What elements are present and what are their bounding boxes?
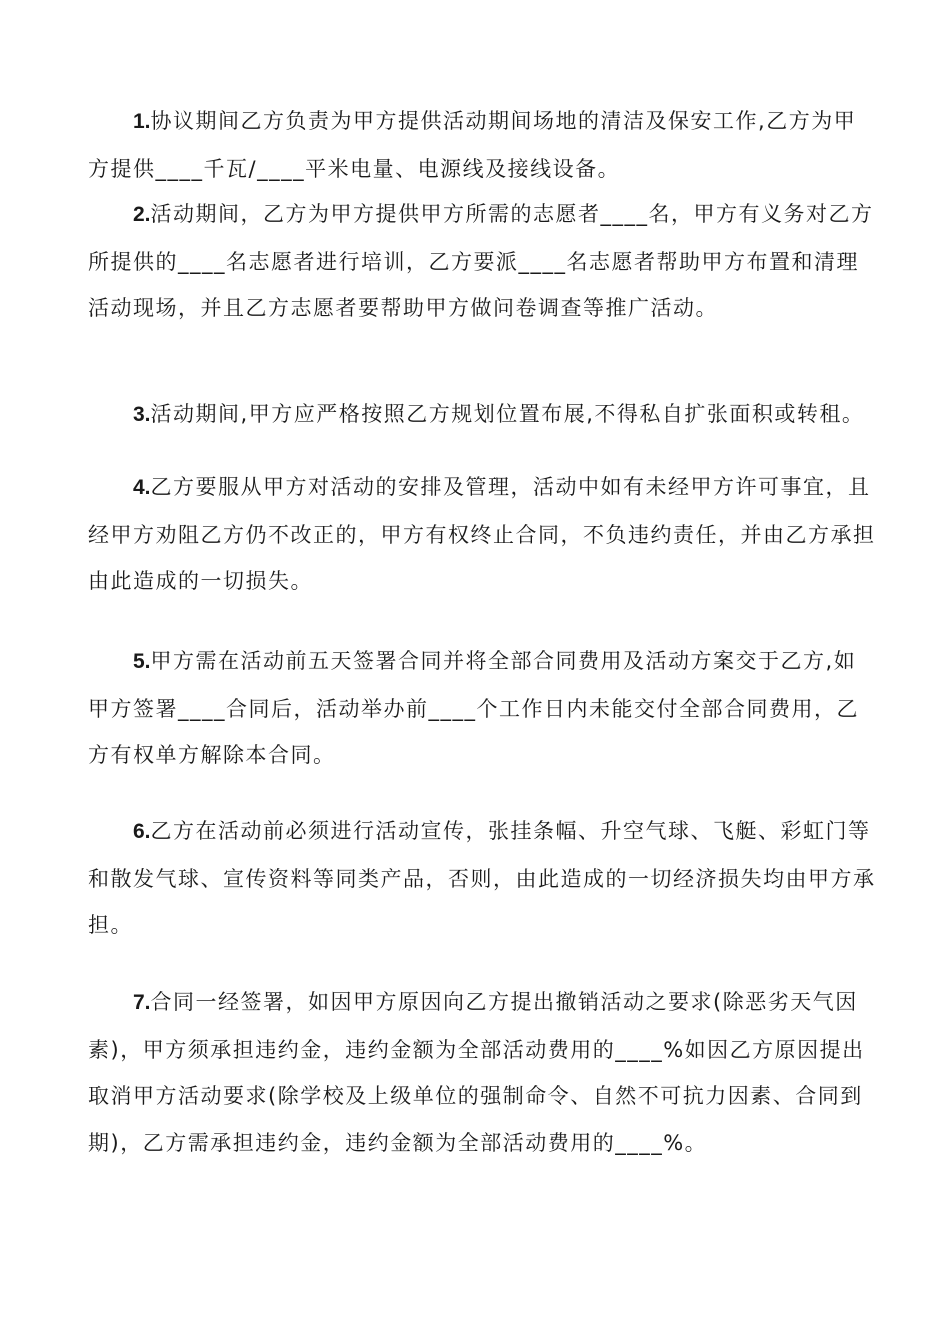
clause-5 [88,638,878,779]
clause-text: 协议期间乙方负责为甲方提供活动期间场地的清洁及保安工作,乙方为甲方提供____千瓦/____平米电量、电源线及接线设备。 [88,109,857,181]
clause-2 [88,191,878,332]
clause-1 [88,98,878,192]
clause-3 [88,391,878,439]
clause-number: 5. [133,650,151,673]
clause-text: 活动期间，乙方为甲方提供甲方所需的志愿者____名，甲方有义务对乙方所提供的____名志愿者进行培训，乙方要派____名志愿者帮助甲方布置和清理活动现场，并且乙方志愿者要帮助甲方做问卷调查等推广活动。 [88,202,874,320]
clause-4 [88,464,878,605]
clause-6 [88,808,878,949]
clause-7 [88,979,878,1166]
clause-number: 7. [133,991,151,1014]
clause-number: 6. [133,820,151,843]
clause-number: 2. [133,203,151,226]
clause-number: 4. [133,476,151,499]
clause-text: 活动期间,甲方应严格按照乙方规划位置布展,不得私自扩张面积或转租。 [150,402,865,426]
clause-number: 3. [133,403,151,426]
clause-number: 1. [133,110,151,133]
clause-text: 甲方需在活动前五天签署合同并将全部合同费用及活动方案交于乙方,如甲方签署____合同后，活动举办前____个工作日内未能交付全部合同费用，乙方有权单方解除本合同。 [88,649,859,767]
clause-text: 乙方在活动前必须进行活动宣传，张挂条幅、升空气球、飞艇、彩虹门等和散发气球、宣传资料等同类产品，否则，由此造成的一切经济损失均由甲方承担。 [88,819,876,937]
clause-text: 乙方要服从甲方对活动的安排及管理，活动中如有未经甲方许可事宜，且经甲方劝阻乙方仍不改正的，甲方有权终止合同，不负违约责任，并由乙方承担由此造成的一切损失。 [88,475,876,593]
clause-text: 合同一经签署，如因甲方原因向乙方提出撤销活动之要求(除恶劣天气因素)，甲方须承担违约金，违约金额为全部活动费用的____%如因乙方原因提出取消甲方活动要求(除学校及上级单位的强制命令、自然不可抗力因素、合同到期)，乙方需承担违约金，违约金额为全部活动费用的____%。 [88,990,865,1155]
